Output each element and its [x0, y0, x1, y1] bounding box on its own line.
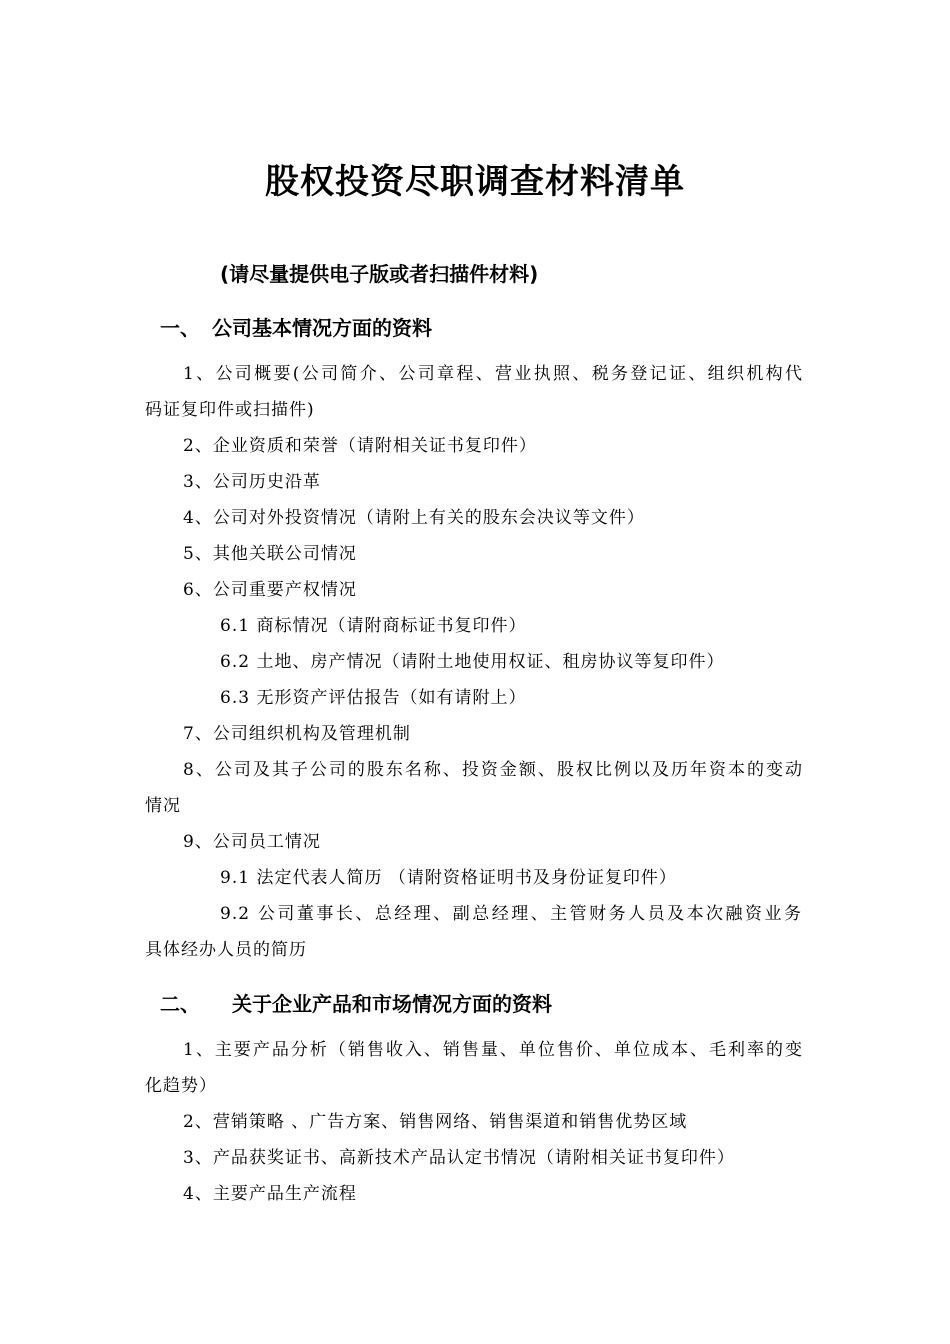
list-item: 9、公司员工情况 — [183, 832, 321, 852]
list-item: 2、营销策略 、广告方案、销售网络、销售渠道和销售优势区域 — [183, 1112, 688, 1132]
list-item-continuation: 具体经办人员的简历 — [145, 940, 307, 960]
document-note: (请尽量提供电子版或者扫描件材料) — [220, 262, 539, 286]
sub-list-item: 9.1 法定代表人简历 （请附资格证明书及身份证复印件） — [220, 868, 677, 888]
list-item: 4、主要产品生产流程 — [183, 1184, 357, 1204]
section-title: 关于企业产品和市场情况方面的资料 — [232, 992, 552, 1016]
section-number: 二、 — [160, 992, 200, 1016]
list-item: 8、公司及其子公司的股东名称、投资金额、股权比例以及历年资本的变动 — [183, 760, 803, 780]
list-item: 5、其他关联公司情况 — [183, 544, 357, 564]
list-item: 4、公司对外投资情况（请附上有关的股东会决议等文件） — [183, 508, 645, 528]
list-item: 1、主要产品分析（销售收入、销售量、单位售价、单位成本、毛利率的变 — [183, 1040, 803, 1060]
list-item-continuation: 化趋势） — [145, 1076, 217, 1096]
sub-list-item: 6.2 土地、房产情况（请附土地使用权证、租房协议等复印件） — [220, 652, 725, 672]
list-item: 2、企业资质和荣誉（请附相关证书复印件） — [183, 436, 537, 456]
list-item: 6、公司重要产权情况 — [183, 580, 357, 600]
list-item: 3、公司历史沿革 — [183, 472, 321, 492]
sub-list-item: 6.1 商标情况（请附商标证书复印件） — [220, 616, 527, 636]
list-item: 3、产品获奖证书、高新技术产品认定书情况（请附相关证书复印件） — [183, 1148, 735, 1168]
list-item: 1、公司概要(公司简介、公司章程、营业执照、税务登记证、组织机构代 — [183, 364, 803, 384]
list-item: 7、公司组织机构及管理机制 — [183, 724, 411, 744]
sub-list-item: 6.3 无形资产评估报告（如有请附上） — [220, 688, 527, 708]
section-number: 一、 — [160, 316, 200, 340]
list-item-continuation: 情况 — [145, 796, 181, 816]
section-title: 公司基本情况方面的资料 — [212, 316, 432, 340]
section-heading-2 — [160, 988, 552, 1017]
document-title: 股权投资尽职调查材料清单 — [265, 162, 685, 202]
section-heading-1 — [160, 312, 432, 341]
sub-list-item: 9.2 公司董事长、总经理、副总经理、主管财务人员及本次融资业务 — [220, 904, 802, 924]
list-item-continuation: 码证复印件或扫描件) — [145, 400, 315, 420]
